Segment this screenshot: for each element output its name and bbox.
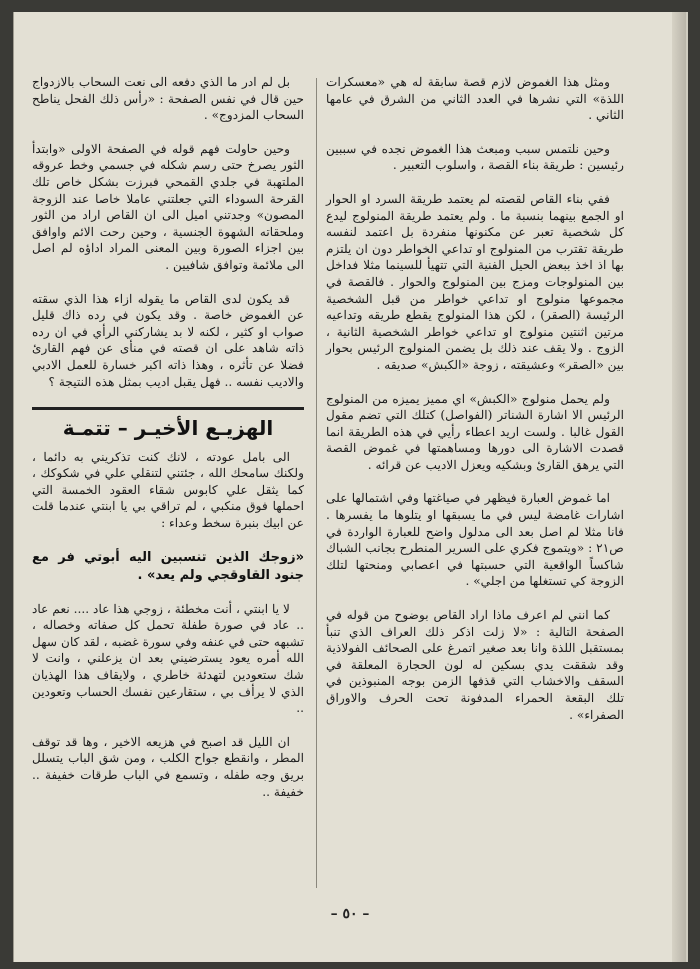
paragraph: قد يكون لدى القاص ما يقوله ازاء هذا الذي سقته عن الغموض خاصة . وقد يكون في رده ذاك قليل صواب او كثير ، لكنه لا بد يشاركني الرأي في ان رده ذاته شاهد على ان قصته في منأى عن فهم القارئ فضلا عن تأثره ، وهذا ذاته اكبر خسارة للعمل الادبي والاديب نفسه .. فهل يقبل اديب بمثل هذه النتيجة ؟ xyxy=(32,291,304,389)
page-number: – ٥٠ – xyxy=(330,906,370,922)
paragraph: وحين نلتمس سبب ومبعث هذا الغموض نجده في سببين رئيسين : طريقة بناء القصة ، واسلوب التعبير . xyxy=(326,141,624,173)
paragraph: اما غموض العبارة فيظهر في صياغتها وفي اشتمالها على اشارات غامضة ليس في ما يسبقها او يتلوها ما يفسرها . فانا مثلا لم اصل بعد الى مدلول واضح للعبارة الواردة في ص٢١ : «ويتموج فكري على السرير المنطرح بجانب الشباك شاكساً الواقعية التي حسبتها في اعصابي ومنحتها لتلك الزوجة كي تستغلها من اجلي» . xyxy=(326,491,624,589)
paragraph: بل لم ادر ما الذي دفعه الى نعت السحاب بالازدواج حين قال في نفس الصفحة : «رأس ذلك الفحل يناطح السحاب المزدوج» . xyxy=(32,75,304,123)
paragraph: كما انني لم اعرف ماذا اراد القاص بوضوح من قوله في الصفحة التالية : «لا زلت اذكر ذلك العراف الذي تنبأ بمستقبل اللذة وانا بعد صغير اتمرغ على الصحائف الفولاذية وقد شققت يدي بسكين له لون الحجارة المعلقة في السقف والاخشاب التي قذفها الزمن بوجه المنبوذين في تلك البقعة الحمراء المدفونة تحت الحرف والاوراق الصفراء» . xyxy=(326,608,624,722)
column-divider xyxy=(316,78,317,888)
story-heading: الهزيـع الأخيـر – تتمـة xyxy=(62,416,274,441)
section-separator xyxy=(32,407,304,410)
magazine-page xyxy=(14,12,686,962)
paragraph: ففي بناء القاص لقصته لم يعتمد طريقة السرد او الحوار او الجمع بينهما بنسبة ما . ولم يعتمد طريقة المنولوج ليدع كل شخصية تعبر عن مكنونها منفردة بل اعتمد لنفسه طريقة تقترب من المنولوج او تداعي الخواطر دون ان يلتزم بها اذ اخذ ببعض الحيل الفنية التي تتهيأ للسينما مثلا فداخل بين المنولوجات ومزج بين المنولوج والحوار . فالقصة في مجموعها منولوج او تداعي خواطر من قبل الشخصية الرئيسة (الصقر) ، لكن هذا المنولوج يقطع طريقه وتداعيه مرتين اثنتين منولوج او تداعي خواطر الشخصية الثانية ، الزوج . ولا يقف عند ذلك بل يضمن المنولوج الرئيس بحوار بين «الصقر» وعشيقته ، زوجة «الكبش» صديقه . xyxy=(326,191,624,372)
page-binding-fold xyxy=(672,12,686,962)
paragraph: الى بامل عودته ، لانك كنت تذكريني به دائما ، ولكنك سامحك الله ، جئتني لتنقلي علي في شكوكك ، كما يثقل علي كابوس شقاء العقود الخمسة التي احملها فوق منكبي ، لم تراقي بي يا ابنتي عندما قلت عن ابيك بنبرة سخط وعداء : xyxy=(32,449,304,531)
left-column xyxy=(32,74,304,817)
right-column xyxy=(326,74,624,740)
paragraph: ان الليل قد اصبح في هزيعه الاخير ، وها قد توقف المطر ، وانقطع جواح الكلب ، ومن شق الباب يتسلل بريق وجه طفله ، وتسمع في الباب طرقات خفيفة .. خفيفة .. xyxy=(32,734,304,799)
paragraph: لا يا ابنتي ، أنت مخطئة ، زوجي هذا عاد .... نعم عاد .. عاد في صورة طفلة تحمل كل صفاته وخصاله ، تشبهه حتى في عنفه وفي سورة غضبه ، لقد كان سهل الله أمره يعود يسترضيني بعد ان يزعلني ، وانت لا شك ستعودين لتهدئة خاطري ، ولايقاف هذا الهذيان الذي لا يرأف بي ، ستقارعين نفسك الحساب وتعودين .. xyxy=(32,601,304,716)
quoted-subheading: «زوجك الذين تنسبين اليه أبوتي فر مع جنود القاوقجي ولم يعد» . xyxy=(32,549,304,583)
paragraph: ولم يحمل منولوج «الكبش» اي مميز يميزه من المنولوج الرئيس الا اشارة الشناتر (الفواصل) كتلك التي تضم مقول القول غالبا . ولست اريد اعطاء رأيي في هذه الطريقة انما قصدت الاشارة الى دورها ومساهمتها في غموض القصة التي يرهق القارئ وبشكيه ويعزل الاديب عن قرائه . xyxy=(326,391,624,472)
paragraph: ومثل هذا الغموض لازم قصة سابقة له هي «معسكرات اللذة» التي نشرها في العدد الثاني من الشرق في عامها الثاني . xyxy=(326,75,624,123)
paragraph: وحين حاولت فهم قوله في الصفحة الاولى «وابتدأ الثور يصرخ حتى رسم شكله في جسمي وخط عروقه الملتهبة في جلدي القمحي فبرزت بشكل خاص تلك القرحة السوداء التي جعلتني عاملا خاصا عند الزوجة المصون» وجدتني اميل الى ان القاص اراد من الثور وملحقاته الشهوة الجنسية ، وحين رحت الائم واوافق بين اجزاء الصورة وبين المعنى المراد اداؤه لم اصل الى ملائمة وتوافق شافيين . xyxy=(32,141,304,272)
